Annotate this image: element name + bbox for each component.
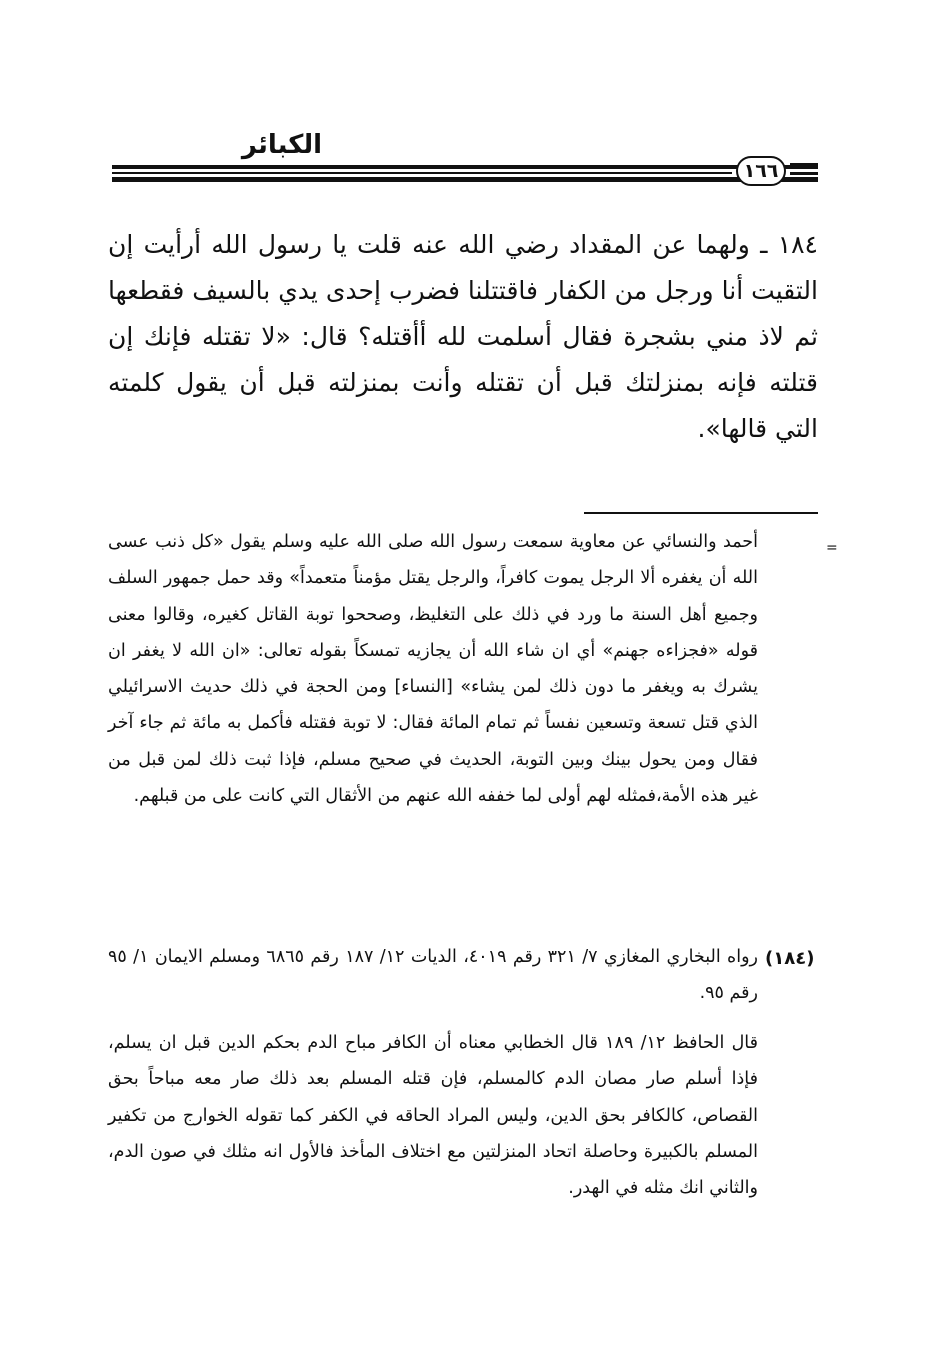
- page-number: ١٦٦: [743, 160, 779, 182]
- running-title: الكبائر: [241, 130, 322, 160]
- header-rule-short-mid: [790, 172, 818, 175]
- footnote-divider: [584, 512, 818, 514]
- hadith-text: [108, 222, 818, 452]
- footnote-continuation-marker: =: [826, 540, 838, 556]
- footnote-ref-label: (١٨٤): [765, 948, 815, 969]
- footnote-hafiz-commentary: [108, 1025, 758, 1206]
- header-rule-bottom: [112, 177, 818, 182]
- header-rule-thin: [112, 172, 732, 174]
- hadith-paragraph: ١٨٤ ـ ولهما عن المقداد رضي الله عنه قلت يا رسول الله أرأيت إن التقيت أنا ورجل من الكفار فاقتتلنا فضرب إحدى يدي بالسيف فقطعها ثم لاذ مني بشجرة فقال أسلمت لله أأقتله؟ قال: «لا تقتله فإنك إن قتلته فإنه بمنزلتك قبل أن تقتله وأنت بمنزلته قبل أن يقول كلمته التي قالها».: [108, 230, 818, 443]
- header-rule-short-top: [790, 163, 818, 166]
- footnote-continuation: [108, 524, 758, 814]
- footnote-184-text: رواه البخاري المغازي ٧/ ٣٢١ رقم ٤٠١٩، الديات ١٢/ ١٨٧ رقم ٦٨٦٥ ومسلم الايمان ١/ ٩٥ رقم ٩٥.: [108, 947, 758, 1004]
- header-rule-top: [112, 165, 818, 169]
- page-number-badge: [736, 156, 786, 186]
- footnote-184: [108, 939, 758, 1012]
- footnote-hafiz-text: قال الحافظ ١٢/ ١٨٩ قال الخطابي معناه أن الكافر مباح الدم بحكم الدين قبل ان يسلم، فإذا أسلم صار مصان الدم كالمسلم، فإن قتله المسلم بعد ذلك صار معه مباحاً بحق القصاص، كالكافر بحق الدين، وليس المراد الحاقه في الكفر كما تقوله الخوارج من تكفير المسلم بالكبيرة وحاصلة اتحاد المنزلتين مع اختلاف المأخذ فالأول انه مثلك في صون الدم، والثاني انك مثله في الهدر.: [108, 1033, 758, 1199]
- footnote-continuation-text: أحمد والنسائي عن معاوية سمعت رسول الله صلى الله عليه وسلم يقول «كل ذنب عسى الله أن يغفره ألا الرجل يموت كافراً، والرجل يقتل مؤمناً متعمداً» وقد حمل جمهور السلف وجميع أهل السنة ما ورد في ذلك على التغليظ، وصححوا توبة القاتل كغيره، وقالوا معنى قوله «فجزاءه جهنم» أي ان شاء الله أن يجازيه تمسكاً بقوله تعالى: «ان الله لا يغفر ان يشرك به ويغفر ما دون ذلك لمن يشاء» [النساء] ومن الحجة في ذلك حديث الاسرائيلي الذي قتل تسعة وتسعين نفساً ثم تمام المائة فقال: لا توبة فقتله فأكمل به مائة ثم جاء آخر فقال ومن يحول بينك وبين التوبة، الحديث في صحيح مسلم، فإذا ثبت ذلك لمن قبل من غير هذه الأمة،فمثله لهم أولى لما خففه الله عنهم من الأثقال التي كانت على من قبلهم.: [108, 532, 758, 807]
